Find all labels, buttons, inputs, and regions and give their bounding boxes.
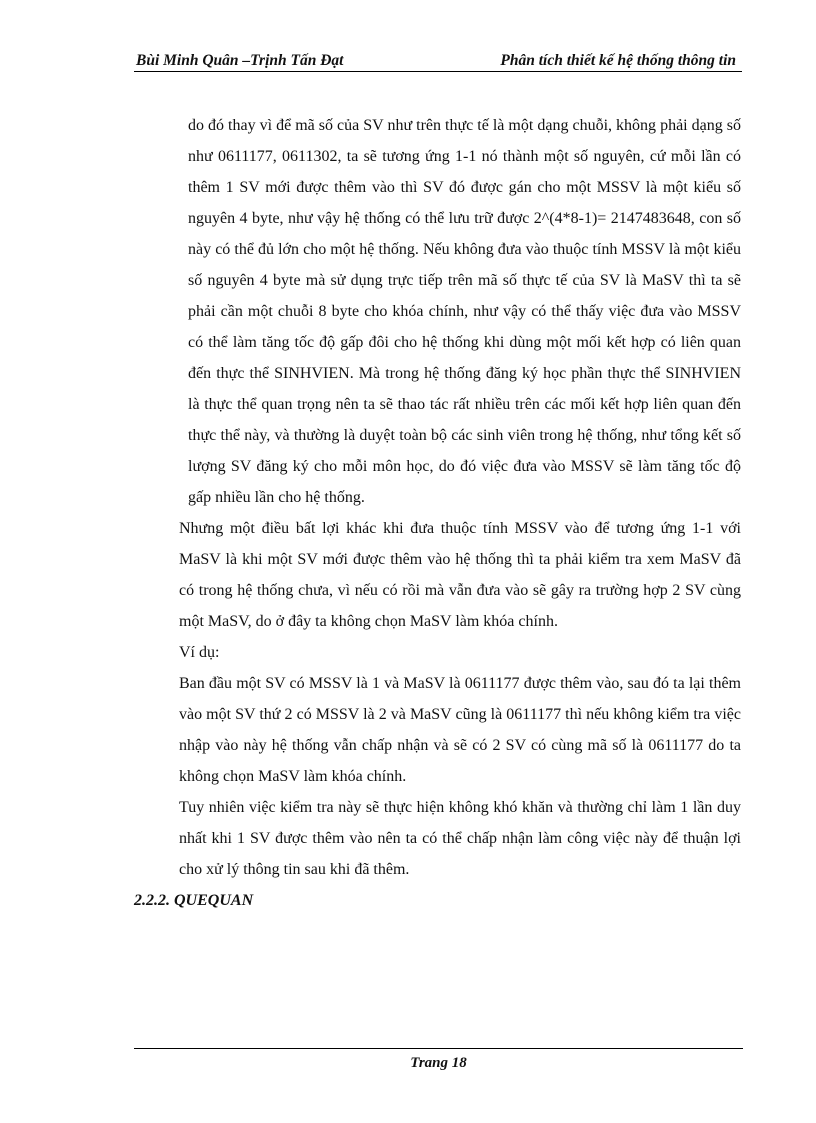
footer-rule [134, 1048, 743, 1049]
header-document-title: Phân tích thiết kế hệ thống thông tin [500, 52, 736, 69]
page-body [0, 110, 816, 932]
section-heading: 2.2.2. QUEQUAN [134, 892, 254, 909]
paragraph-example: Ban đầu một SV có MSSV là 1 và MaSV là 0611177 được thêm vào, sau đó ta lại thêm vào một SV thứ 2 có MSSV là 2 và MaSV cũng là 0611177 thì nếu không kiểm tra việc nhập vào này hệ thống vẫn chấp nhận và sẽ có 2 SV có cùng mã số là 0611177 do ta không chọn MaSV làm khóa chính. [179, 675, 741, 785]
page-header [134, 48, 742, 72]
header-rule [134, 71, 742, 72]
paragraph-example-label: Ví dụ: [179, 644, 220, 661]
paragraph-conclusion: Tuy nhiên việc kiểm tra này sẽ thực hiện không khó khăn và thường chỉ làm 1 lần duy nhất khi 1 SV được thêm vào nên ta có thể chấp nhận làm công việc này để thuận lợi cho xử lý thông tin sau khi đã thêm. [179, 799, 741, 878]
paragraph-disadvantage: Nhưng một điều bất lợi khác khi đưa thuộc tính MSSV vào để tương ứng 1-1 với MaSV là khi một SV mới được thêm vào hệ thống thì ta phải kiểm tra xem MaSV đã có trong hệ thống chưa, vì nếu có rồi mà vẫn đưa vào sẽ gây ra trường hợp 2 SV cùng một MaSV, do ở đây ta không chọn MaSV làm khóa chính. [179, 520, 741, 630]
header-authors: Bùi Minh Quân –Trịnh Tấn Đạt [136, 52, 344, 69]
paragraph-mssv-explanation: do đó thay vì để mã số của SV như trên thực tế là một dạng chuỗi, không phải dạng số như 0611177, 0611302, ta sẽ tương ứng 1-1 nó thành một số nguyên, cứ mỗi lần có thêm 1 SV mới được thêm vào thì SV đó được gán cho một MSSV là một kiểu số nguyên 4 byte, như vậy hệ thống có thể lưu trữ được 2^(4*8-1)= 2147483648, con số này có thể đủ lớn cho một hệ thống. Nếu không đưa vào thuộc tính MSSV là một kiểu số nguyên 4 byte mà sử dụng trực tiếp trên mã số thực tế của SV là MaSV thì ta sẽ phải cần một chuỗi 8 byte cho khóa chính, như vậy có thể thấy việc đưa vào MSSV có thể làm tăng tốc độ gấp đôi cho hệ thống khi dùng một mối kết hợp có liên quan đến thực thể SINHVIEN. Mà trong hệ thống đăng ký học phần thực thể SINHVIEN là thực thể quan trọng nên ta sẽ thao tác rất nhiều trên các mối kết hợp liên quan đến thực thể này, và thường là duyệt toàn bộ các sinh viên trong hệ thống, như tổng kết số lượng SV đăng ký cho mỗi môn học, do đó việc đưa vào MSSV sẽ làm tăng tốc độ gấp nhiều lần cho hệ thống. [188, 117, 741, 506]
page-number: Trang 18 [410, 1055, 467, 1071]
page-footer [134, 1048, 743, 1078]
